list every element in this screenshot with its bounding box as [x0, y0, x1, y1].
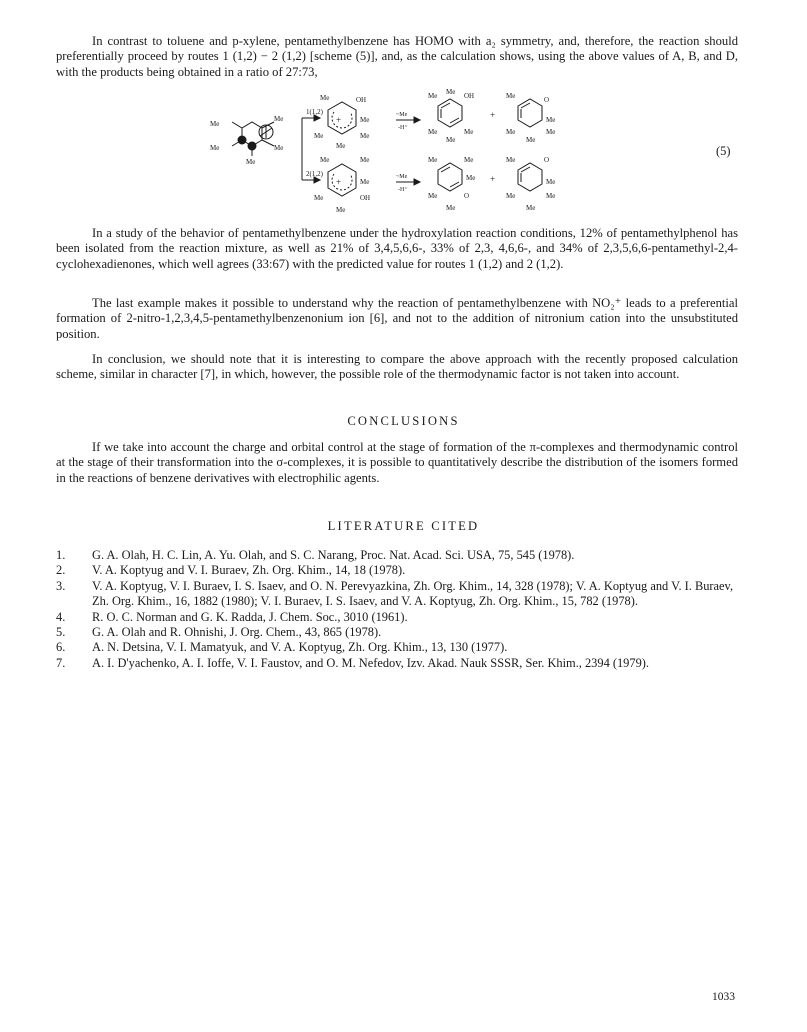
me-label: Me: [274, 115, 284, 123]
reference-number: 6.: [56, 640, 66, 655]
me-label: Me: [464, 128, 474, 136]
scheme-number: (5): [716, 144, 731, 158]
reference-number: 7.: [56, 655, 66, 670]
me-label: Me: [336, 206, 346, 214]
plus-charge: +: [336, 115, 342, 125]
reference-text: A. I. D'yachenko, A. I. Ioffe, V. I. Faustov, and O. M. Nefedov, Izv. Akad. Nauk SSSR, Ser. Khim., 2394 (1979).: [92, 655, 649, 670]
paragraph-conclusions: If we take into account the charge and orbital control at the stage of formation of the π-complexes and thermodynamic control at the stage of their transformation into the σ-complexes, it is possible to quantitatively describe the distribution of the isomers formed in the reactions of benzene derivatives with electrophilic agents.: [56, 440, 738, 485]
reference-item: [56, 548, 738, 563]
me-label: Me: [546, 128, 556, 136]
reference-text: G. A. Olah, H. C. Lin, A. Yu. Olah, and S. C. Narang, Proc. Nat. Acad. Sci. USA, 75, 545 (1978).: [92, 548, 575, 562]
reference-number: 2.: [56, 563, 66, 578]
reference-item: [56, 625, 738, 640]
me-label: Me: [314, 194, 324, 202]
me-label: Me: [446, 204, 456, 212]
me-label: Me: [246, 158, 256, 166]
reference-item: [56, 640, 738, 655]
reaction-scheme: [200, 88, 620, 218]
me-label: Me: [336, 142, 346, 150]
o-label: O: [544, 156, 550, 164]
me-label: Me: [466, 174, 476, 182]
conclusions-heading: CONCLUSIONS: [347, 414, 460, 428]
reference-text: G. A. Olah and R. Ohnishi, J. Org. Chem., 43, 865 (1978).: [92, 625, 382, 640]
starting-pi-complex: [232, 122, 274, 156]
reference-text: V. A. Koptyug, V. I. Buraev, I. S. Isaev, and O. N. Perevyazkina, Zh. Org. Khim., 14, 328 (1978); V. A. Koptyug and V. I. Buraev, Zh. Org. Khim., 16, 1882 (1980); V. I. Buraev, I. S. Isaev, and V. A. Koptyug, Zh. Org. Khim., 15, 782 (1978).: [92, 578, 734, 609]
minus-h-label: -H⁺: [398, 187, 408, 193]
plus-charge: +: [336, 177, 342, 187]
me-label: Me: [546, 178, 556, 186]
route-bottom-label: 2(1,2): [306, 170, 323, 178]
reference-text: V. A. Koptyug and V. I. Buraev, Zh. Org. Khim., 14, 18 (1978).: [92, 563, 406, 578]
me-label: Me: [506, 92, 516, 100]
minus-h-label: -H⁺: [398, 125, 408, 131]
me-label: Me: [314, 132, 324, 140]
o-label: O: [464, 192, 470, 200]
page-number: 1033: [712, 991, 735, 1003]
me-label: Me: [506, 192, 516, 200]
me-label: Me: [506, 128, 516, 136]
reference-item: [56, 656, 738, 671]
me-label: Me: [546, 192, 556, 200]
plus-sign: +: [490, 110, 496, 120]
me-label: Me: [506, 156, 516, 164]
route-top-label: 1(1,2): [306, 108, 323, 116]
paragraph-nitronium-example: The last example makes it possible to understand why the reaction of pentamethylbenzene with NO₂⁺ leads to a preferential formation of 2-nitro-1,2,3,4,5-pentamethylbenzenonium ion [6], and not to the addition of nitronium cation into the unsubstituted position.: [56, 296, 738, 341]
reference-number: 1.: [56, 548, 66, 562]
oh-label: OH: [356, 96, 367, 104]
me-label: Me: [428, 92, 438, 100]
me-label: Me: [360, 132, 370, 140]
me-label: Me: [320, 156, 330, 164]
reference-item: [56, 610, 738, 625]
plus-sign: +: [490, 174, 496, 184]
me-label: Me: [210, 120, 220, 128]
oh-label: OH: [464, 92, 475, 100]
me-label: Me: [210, 144, 220, 152]
me-label: Me: [428, 192, 438, 200]
me-label: Me: [428, 156, 438, 164]
paragraph-homo-symmetry: In contrast to toluene and p-xylene, pentamethylbenzene has HOMO with a₂ symmetry, and, therefore, the reaction should preferentially proceed by routes 1 (1,2) − 2 (1,2) [scheme (5)], and, as the calculation shows, using the above values of A, B, and D, with the products being obtained in a ratio of 27:73,: [56, 34, 738, 79]
me-label: Me: [546, 116, 556, 124]
reference-list: [56, 548, 738, 671]
me-label: Me: [428, 128, 438, 136]
reference-number: 3.: [56, 578, 66, 593]
shift-label: ~Me: [396, 112, 408, 118]
me-label: Me: [274, 144, 284, 152]
me-label: Me: [360, 178, 370, 186]
me-label: Me: [446, 136, 456, 144]
me-label: Me: [464, 156, 474, 164]
reference-item: [56, 563, 738, 578]
o-label: O: [544, 96, 550, 104]
paragraph-hydroxylation-study: In a study of the behavior of pentamethylbenzene under the hydroxylation reaction conditions, 12% of pentamethylphenol has been isolated from the reaction mixture, as well as 21% of 3,4,5,6,6-, 33% of 2,3, 4,6,6-, and 34% of 2,3,5,6,6-pentamethyl-2,4-cyclohexadienones, which well agrees (33:67) with the predicted value for routes 1 (1,2) and 2 (1,2).: [56, 226, 738, 271]
reference-number: 5.: [56, 625, 66, 640]
reference-text: A. N. Detsina, V. I. Mamatyuk, and V. A. Koptyug, Zh. Org. Khim., 13, 130 (1977).: [92, 640, 508, 655]
shift-label: ~Me: [396, 174, 408, 180]
reference-number: 4.: [56, 609, 66, 624]
me-label: Me: [360, 116, 370, 124]
oh-label: OH: [360, 194, 371, 202]
reference-item: [56, 579, 738, 610]
reference-text: R. O. C. Norman and G. K. Radda, J. Chem. Soc., 3010 (1961).: [92, 609, 408, 624]
me-label: Me: [360, 156, 370, 164]
me-label: Me: [526, 204, 536, 212]
me-label: Me: [320, 94, 330, 102]
paragraph-conclusion-comparison: In conclusion, we should note that it is interesting to compare the above approach with the recently proposed calculation scheme, similar in character [7], in which, however, the possible role of the thermodynamic factor is not taken into account.: [56, 352, 738, 382]
me-label: Me: [446, 88, 456, 96]
literature-cited-heading: LITERATURE CITED: [327, 519, 480, 533]
me-label: Me: [526, 136, 536, 144]
